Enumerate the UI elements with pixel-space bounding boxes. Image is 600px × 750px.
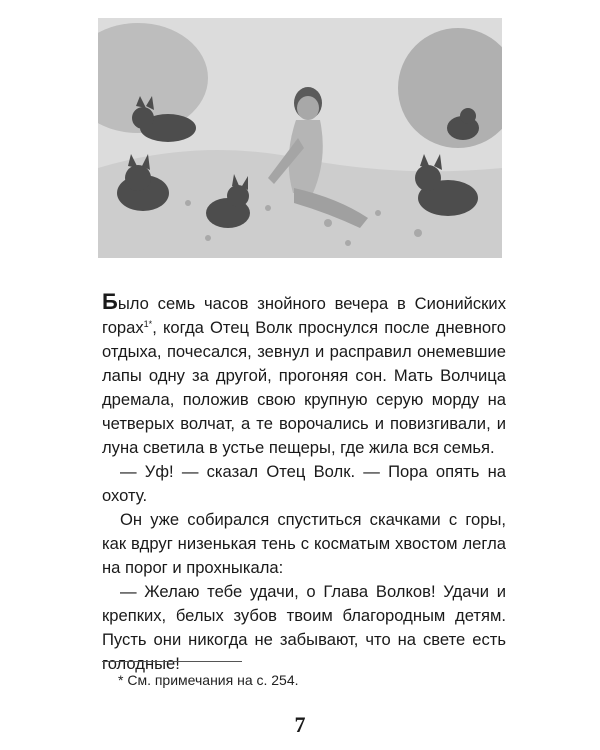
paragraph-1-part-2: , когда Отец Волк проснулся после дневного отдыха, почесался, зевнул и расправил онемевшие лапы одну за другой, прогоняя сон. Мать Волчица дремала, положив свою крупную серую морду на четверых волчат, а те ворочались и повизгивали, и луна светила в устье пещеры, где жила вся семья. bbox=[102, 318, 506, 457]
footnote-divider bbox=[102, 661, 242, 662]
wolf-cubs-illustration bbox=[98, 18, 502, 258]
footnote-marker: 1* bbox=[143, 319, 153, 329]
paragraph-1-part-1: ыло семь часов знойного вечера в Сионийских горах bbox=[102, 294, 506, 337]
page-number: 7 bbox=[294, 712, 306, 737]
drop-cap: Б bbox=[102, 289, 118, 314]
footnote: * См. примечания на с. 254. bbox=[118, 672, 299, 688]
story-text bbox=[102, 290, 506, 676]
wolf-cubs-and-boy-illustration bbox=[98, 18, 502, 258]
paragraph-4: — Желаю тебе удачи, о Глава Волков! Удачи и крепких, белых зубов твоим благородным детям. Пусть они никогда не забывают, что на свете есть голодные! bbox=[102, 582, 506, 673]
paragraph-1 bbox=[102, 290, 506, 460]
paragraph-3: Он уже собирался спуститься скачками с горы, как вдруг низенькая тень с косматым хвостом легла на порог и прохныкала: bbox=[102, 510, 506, 577]
paragraph-2: — Уф! — сказал Отец Волк. — Пора опять на охоту. bbox=[102, 462, 506, 505]
